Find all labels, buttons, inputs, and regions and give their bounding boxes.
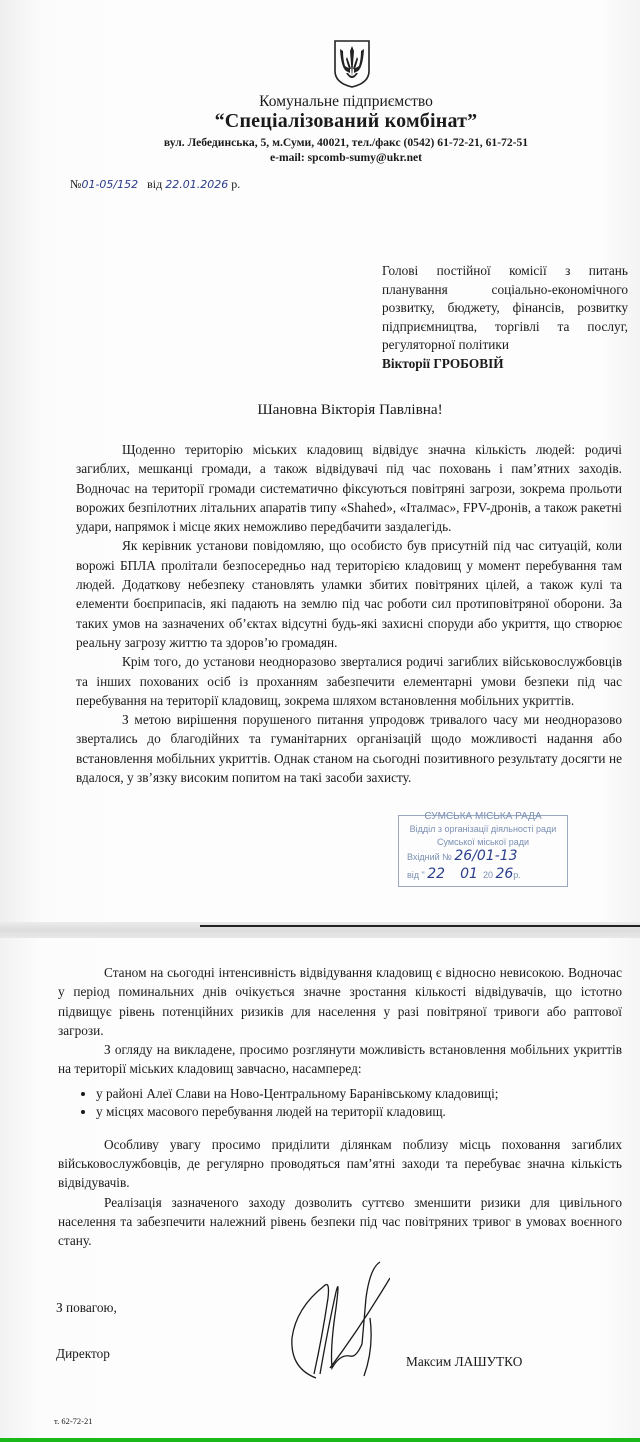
stamp-month: 01 — [460, 866, 478, 882]
paragraph: Щоденно територію міських кладовищ відвідує значна кількість людей: родичі загиблих, мешканці громади, а також відвідувачі під час поховань і пам’ятних заходів. Водночас на території громади систематично фіксуються повітряні загрози, зокрема прольоти ворожих безпілотних літальних апаратів типу «Shahed», «Італмас», FPV-дронів, а також ракетні удари, напрямок і місце яких неможливо передбачити заздалегідь. — [76, 442, 622, 535]
signer-name: Максим ЛАШУТКО — [406, 1354, 523, 1369]
stamp-incoming-row — [407, 850, 518, 864]
letter-body-part-1 — [76, 440, 622, 787]
signer-position: Директор — [56, 1346, 110, 1361]
page-edge-line — [200, 925, 640, 927]
stamp-year-suffix: р. — [513, 870, 521, 880]
org-address: вул. Лебединська, 5, м.Суми, 40021, тел./факс (0542) 61-72-21, 61-72-51 — [163, 136, 529, 149]
stamp-date-label: від " — [407, 870, 425, 880]
paragraph: З огляду на викладене, просимо розглянути можливість встановлення мобільних укриттів на території міських кладовищ завчасно, насамперед: — [58, 1042, 622, 1077]
outgoing-date: 22.01.2026 — [165, 178, 229, 191]
letter-body-part-2 — [58, 963, 622, 1251]
number-prefix: № — [70, 177, 82, 191]
contact-phone: т. 62-72-21 — [54, 1416, 93, 1426]
paragraph: Особливу увагу просимо приділити ділянкам поблизу місць поховання загиблих військовослужбовців, де регулярно проводяться пам’ятні заходи та перебуває значна кількість відвідувачів. — [58, 1136, 622, 1191]
outgoing-number: 01-05/152 — [81, 178, 139, 191]
org-email: e-mail: spcomb-sumy@ukr.net — [269, 151, 423, 164]
org-type: Комунальне підприємство — [259, 93, 433, 110]
stamp-date-row — [407, 868, 521, 882]
trident-crest-icon — [332, 39, 372, 89]
incoming-stamp — [398, 811, 568, 887]
salutation: Шановна Вікторія Павлівна! — [257, 401, 443, 418]
stamp-incoming-number: 26/01-13 — [454, 848, 518, 864]
registration-line — [70, 177, 240, 192]
paragraph: Станом на сьогодні інтенсивність відвідування кладовищ є відносно невисокою. Водночас у період поминальних днів очікується значне зростання кількості відвідувачів, що істотно підвищує рівень потенційних ризиків для населення у разі повітряної тривоги або раптової загрози. — [58, 965, 622, 1038]
stamp-line-1: СУМСЬКА МІСЬКА РАДА — [424, 811, 542, 822]
paragraph: З метою вирішення порушеного питання упродовж тривалого часу ми неодноразово звертались до благодійних та гуманітарних організацій щодо можливості надання або встановлення мобільних укриттів. Однак станом на сьогодні позитивного результату досягти не вдалося, у зв’язку високим попитом на такі засоби захисту. — [76, 712, 622, 786]
handwritten-signature — [270, 1258, 390, 1388]
paragraph: Як керівник установи повідомляю, що особисто був присутній під час ситуацій, коли ворожі БПЛА пролітали безпосередньо над територією кладовищ у момент перебування там людей. Додаткову небезпеку становлять уламки збитих повітряних цілей, а також кулі та елементи боєприпасів, які падають на землю під час роботи сил протиповітряної оборони. За таких умов на зазначених об’єктах відсутні будь-які захисні споруди або укриття, що створює реальну загрозу життю та здоров’ю громадян. — [76, 538, 622, 650]
bullet-list — [58, 1085, 622, 1121]
stamp-line-2: Відділ з організації діяльності ради — [409, 824, 557, 834]
paragraph: Крім того, до установи неодноразово зверталися родичі загиблих військовослужбовців та інших похованих осіб із проханням забезпечити елементарні умови безпеки під час перебування на території кладовищ, зокрема шляхом встановлення мобільних укриттів. — [76, 654, 622, 708]
stamp-day: 22 — [427, 866, 446, 882]
bullet-item: • у районі Алеї Слави на Ново-Центральному Баранівському кладовищі; — [96, 1085, 622, 1103]
bottom-accent-bar — [0, 1438, 640, 1442]
stamp-year-prefix: 20 — [482, 870, 493, 880]
stamp-incoming-label: Вхідний № — [407, 852, 452, 862]
addressee-title: Голові постійної комісії з питань планування соціально-економічного розвитку, бюджету, фінансів, розвитку підприємництва, торгівлі та послуг, регуляторної політики — [382, 263, 628, 353]
stamp-line-3: Сумської міської ради — [436, 837, 530, 847]
paragraph: Реалізація зазначеного заходу дозволить суттєво зменшити ризики для цивільного населення та забезпечити належний рівень безпеки під час повітряних тривог в умовах воєнного стану. — [58, 1194, 622, 1249]
addressee-block — [382, 262, 628, 374]
addressee-name: Вікторії ГРОБОВІЙ — [382, 355, 504, 371]
stamp-year: 26 — [495, 866, 514, 882]
org-name: “Спеціалізований комбінат” — [214, 110, 478, 132]
date-label: від — [147, 177, 163, 191]
closing-regards: З повагою, — [56, 1300, 117, 1315]
date-suffix: р. — [231, 177, 241, 191]
bullet-item: • у місцях масового перебування людей на території кладовищ. — [96, 1103, 622, 1121]
